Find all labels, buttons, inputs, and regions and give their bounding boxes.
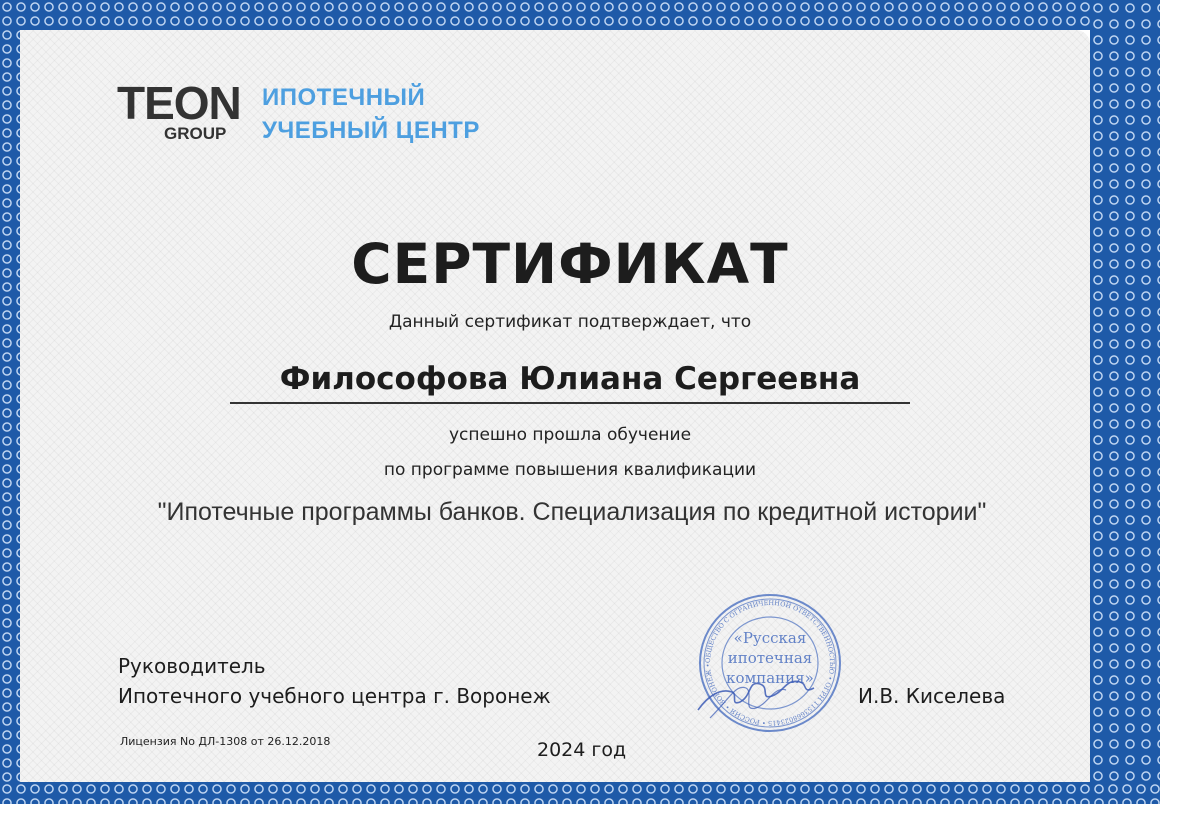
page-margin-right xyxy=(1160,0,1179,830)
decorative-border-bottom xyxy=(0,782,1160,804)
stamp-line1: «Русская xyxy=(733,629,807,647)
logo-brand: TEON xyxy=(117,77,241,129)
stamp-line3: компания» xyxy=(726,669,814,687)
head-organization: Ипотечного учебного центра г. Воронеж xyxy=(118,684,551,708)
stamp-ring-text: ОБЩЕСТВО С ОГРАНИЧЕННОЙ ОТВЕТСТВЕННОСТЬЮ • ОГРН 1153668023415 • РОССИЯ • ВОРОНЕЖ • xyxy=(703,598,837,728)
issue-year: 2024 год xyxy=(537,739,627,761)
company-stamp xyxy=(690,588,850,738)
license-text: Лицензия No ДЛ-1308 от 26.12.2018 xyxy=(120,735,331,748)
signer-name: И.В. Киселева xyxy=(858,684,1006,708)
decorative-border-right xyxy=(1090,0,1160,804)
page-margin-bottom xyxy=(0,804,1179,830)
logo-title-line1: ИПОТЕЧНЫЙ xyxy=(262,84,426,111)
confirm-text: Данный сертификат подтверждает, что xyxy=(388,312,752,332)
course-title: "Ипотечные программы банков. Специализация по кредитной истории" xyxy=(157,498,987,526)
logo-brand-sub: GROUP xyxy=(164,124,227,143)
decorative-border-left xyxy=(0,0,20,804)
stamp-line2: ипотечная xyxy=(727,649,813,667)
logo-title-line2: УЧЕБНЫЙ ЦЕНТР xyxy=(262,117,480,144)
certificate-title: СЕРТИФИКАТ xyxy=(351,232,789,296)
passed-text: успешно прошла обучение xyxy=(448,425,692,445)
head-role: Руководитель xyxy=(118,654,266,678)
program-text: по программе повышения квалификации xyxy=(383,460,757,480)
recipient-name: Философова Юлиана Сергеевна xyxy=(230,356,910,404)
decorative-border-top xyxy=(0,0,1160,30)
